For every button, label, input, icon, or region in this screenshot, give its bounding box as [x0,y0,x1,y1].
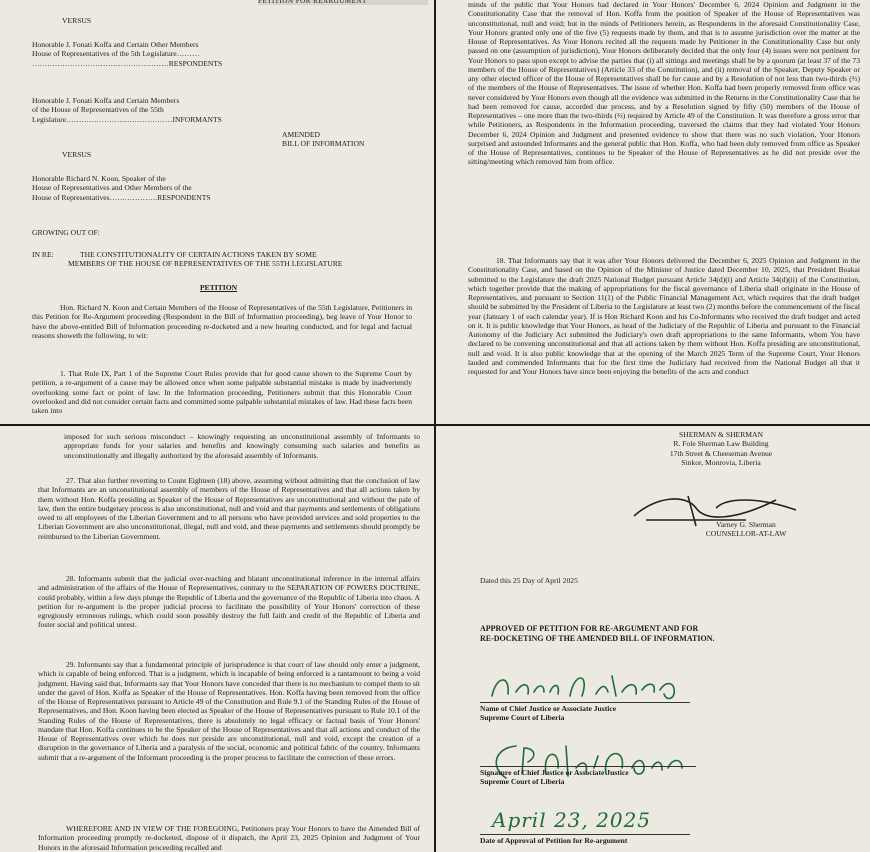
growing-out-label: GROWING OUT OF: [32,228,100,237]
signature-line [480,834,690,835]
paragraph-18: 18. That Informants say that it was after Your Honors delivered the December 6, 2025 Opinion and Judgment in the Constitutionality Case, and based on the Opinion of the Minister of Justice dated December 10, 2025, that President Boakai submitted to the Legislature the draft 2025 National Budget pursuant Article 34(d)(i) and Article 34(d)(ii) of the Constitution, which together provide that the making of appropriations for the fiscal governance of Liberia shall originate in the House of Representatives, and pursuant to Section 11(1) of the Public Financial Management Act, which requires that the draft budget should be submitted by the President of Liberia to the Legislature at least two (2) months before the commencement of the fiscal year (January 1 of each calendar year). If is Hon Richard Koon and his Co-Informants who received the draft budget and acted on it. It is public knowledge that Your Honors, as head of the Judiciary of the Republic of Liberia and pursuant to the Financial Autonomy of the Judiciary Act submitted the Judiciary's own draft appropriations to the same Informants, whom You have declared to be convening unconstitutional and that all actions taken by them without Hon. Koffa presiding are unconstitutional, null and void. It is also public knowledge that at the opening of the March 2025 Term of the Supreme Court, Your Honors lauded and commended Informants that for the first time the Judiciary had received from the National Budget all that it requested for and Your Honors have since been enjoying the benefits of the acts and conduct [468,256,860,376]
amended-bill-label [282,130,364,149]
paragraph-27: 27. That also further reverting to Count Eighteen (18) above, assuming without admitting that the conclusion of law that Informants are an unconstitutional assembly of members of the House of Representatives and that all actions taken by them without Hon. Koffa presiding as Speaker of the House of Representatives are unconstitutional and without the pale of law, then the entire budgetary process is also unconstitutional, null and void and that payments and settlements of obligations owed to all employees of the Liberian Government and to all persons who have provided services and sold properties to the Liberian Government are also unconstitutional, illegal, null and void, and these payments and settlements should promptly be reimbursed to the Liberian Government. [38,476,420,541]
approval-line: RE-DOCKETING OF THE AMENDED BILL OF INFORMATION. [480,633,715,643]
party-line: Honorable J. Fonati Koffa and Certain Members [32,96,180,105]
header-fragment: PETITION FOR REARGUMENT [258,0,367,5]
firm-address: R. Fole Sherman Law Building [673,439,769,449]
handwritten-approval-date: April 23, 2025 [492,808,652,832]
signature-line [480,702,690,703]
party-respondents-1 [32,40,262,68]
approval-line: APPROVED OF PETITION FOR RE-ARGUMENT AND FOR [480,624,699,633]
paragraph-continued: imposed for such serious misconduct – knowingly requesting an unconstitutional assembly of Informants to appropriate funds for your salaries and benefits and knowingly consuming such salaries and benefits as unconstitutionally and illegally authorized by the aforesaid assembly of Informants. [64,432,420,460]
party-line: House of Representatives……………….RESPONDENTS [32,192,211,202]
party-line: Honorable Richard N. Koon, Speaker of the [32,174,166,183]
in-re-line: THE CONSTITUTIONALITY OF CERTAIN ACTIONS TAKEN BY SOME [80,250,317,259]
petition-title: PETITION [200,283,238,292]
signature-line [480,766,696,767]
dated-line: Dated this 25 Day of April 2025 [480,576,578,585]
firm-block [606,430,836,467]
in-re-label: IN RE: [32,250,54,259]
wherefore-paragraph: WHEREFORE AND IN VIEW OF THE FOREGOING, Petitioners pray Your Honors to have the Amended Bill of Information proceeding promptly re-docketed, dispose of it dispatch, the April 23, 2025 Opinion and Judgment of Your Honors in the aforesaid Information proceeding recalled and [38,824,420,852]
party-respondents-2 [32,174,272,202]
signature-label [480,768,629,787]
amended-word: AMENDED [282,130,320,139]
in-re-caption [68,250,420,269]
approval-title [480,624,714,644]
page-bottom-left [0,426,434,852]
page-bottom-right [436,426,870,852]
party-line: House of Representatives and Other Members of the [32,183,192,193]
label-line: Name of Chief Justice or Associate Justice [480,704,617,713]
paragraph-continued: minds of the public that Your Honors had declared in Your Honors' December 6, 2024 Opinion and Judgment in the Constitutionality Case that the removal of Hon. Koffa from the position of Speaker of the House of Representatives was unconstitutional, null and void; but in the minds of Petitioners herein, as Respondents in the aforesaid Constitutionality Case, Your Honors granted only one of the five (5) requests made by them, and that is to assume jurisdiction over the matter at the House of Representatives. As Your Honors recited all the requests made by Petitioner in the Constitutionality Case but only passed on one (assumption of jurisdiction), Your Honors deliberately decided that the only four (4) issues were not pertinent for Your Honors to pass upon except to advise the parties that (i) all sittings and meetings shall be by a quorum (at least 37 of the 73 members of the House of Representatives) (Article 33 of the Constitution), and (ii) removal of the Speaker, Deputy Speaker or any other elected officer of the House of Representatives shall be for cause and by a Resolution of not less than two-thirds (⅔) of the members of the House of Representatives. The issue of whether Hon. Koffa had been properly removed from office was never considered by Your Honors even though all the evidence was submitted in the Returns in the Constitutionality Case that he had been removed for cause, accorded due process, and by a Resolution signed by fifty (50) members of the House of Representatives – one more than the two-thirds (⅔) required by Article 49 of the Constitution. It was therefore a gross error that while Petitioners, as Respondents in the Information proceeding, traversed the claims that they had violated Your Honors December 6, 2024 Opinion and Judgment and presented evidence to show that there was no such violation, Your Honors surprised and astounded Informants and the general public that Hon. Koffa, who had been duly removed from office as Speaker of the House of Representatives, continues to be Speaker of the House of Representatives as he did not preside over the sitting/meeting which removed him from office. [468,0,860,167]
in-re-line: MEMBERS OF THE HOUSE OF REPRESENTATIVES OF THE 55TH LEGISLATURE [68,259,343,269]
paragraph-29: 29. Informants say that a fundamental principle of jurisprudence is that court of law should only enter a judgment, which is capable of being enforced. That is a judgment, which is incapable of being enforced is a tantamount to being a void judgment. Having said that, Informants say that Your Honors have conceded that there is no mechanism to compel them to sit under the gavel of Hon. Koffa as Speaker of the House of Representatives. Hon. Koffa having been removed from the office of the House of Representatives pursuant to Article 49 of the Constitution and Rule 9.1 of the Standing Rules of the House of Representatives, and Hon. Koon having been elected as Speaker of the House of Representatives pursuant to Rule 10.1 of the Standing Rules of the House of Representatives, there is absolutely no legal efficacy or factual basis of Your Honors' mandate that Hon. Koffa continues to be the Speaker of the House of Representatives and that all actions and conduct of the House of Representatives over which he does not preside are unconstitutional, null and void, except the creation of a disruption in the governance of Liberia and a paralysis of the social, economic and political fabric of the country. Informants submit that a re-argument of the Informant proceeding is the proper process to facilitate the correction of these errors. [38,660,420,762]
label-line: Signature of Chief Justice or Associate Justice [480,768,629,777]
firm-name: SHERMAN & SHERMAN [679,430,763,439]
versus-label: VERSUS [62,16,92,25]
page-top-right [436,0,870,424]
party-line: House of Representatives of the 5th Legislature……… [32,49,200,59]
paragraph-1: 1. That Rule IX, Part 1 of the Supreme Court Rules provide that for good cause shown to the Supreme Court by petition, a re-argument of a cause may be allowed once when some palpable substantial mistake is made by inadvertently overlooking some fact or point of law. In the Information proceeding, Petitioners submit that this Honorable Court overlooked and did not consider certain facts and committed some palpable substantial mistakes of law. Had these facts been taken into [32,369,412,415]
party-line: of the House of Representatives of the 55th [32,105,164,115]
bill-of-information-word: BILL OF INFORMATION [282,139,365,149]
counsel-title: COUNSELLOR-AT-LAW [705,529,787,539]
paragraph-28: 28. Informants submit that the judicial over-reaching and blatant unconstitutional inference in the internal affairs and administration of the affairs of the House of Representatives, contrary to the SEPARATION OF POWERS DOCTRINE, could probably, within a few days plunge the Republic of Liberia and the governance of the Republic of Liberia into chaos. A petition for re-argument is the proper judicial process to facilitate the possibility of Your Honors' correction of these egregiously erroneous rulings, which could soon possibly destroy the full faith and credit of the Republic of Liberia and foster social and political unrest. [38,574,420,630]
page-top-left [0,0,434,424]
header-strip [258,0,428,5]
name-label [480,704,616,723]
party-line: Honorable J. Fonati Koffa and Certain Other Members [32,40,199,49]
versus-label-2: VERSUS [62,150,92,159]
label-line: Supreme Court of Liberia [480,777,565,787]
label-line: Supreme Court of Liberia [480,713,565,723]
party-informants [32,96,262,124]
party-line: Legislature……………………………………INFORMANTS [32,114,222,124]
date-label: Date of Approval of Petition for Re-argument [480,836,628,845]
party-line: ………………………………………………RESPONDENTS [32,58,223,68]
justice-name-handwriting [486,666,696,706]
firm-address: 17th Street & Cheeseman Avenue [669,448,773,458]
counsel-name: Varney G. Sherman [716,520,776,529]
firm-address: Sinkor, Monrovia, Liberia [681,457,761,467]
intro-paragraph: Hon. Richard N. Koon and Certain Members of the House of Representatives of the 55th Legislature, Petitioners in this Petition for Re-Argument proceeding (Respondent in the Bill of Information proceeding), beg leave of Your Honor to have the above-entitled Bill of Information proceeding re-docketed and a new hearing conducted, and for legal and factual reasons showeth the following, to wit: [32,303,412,340]
counsel-block [656,520,836,539]
